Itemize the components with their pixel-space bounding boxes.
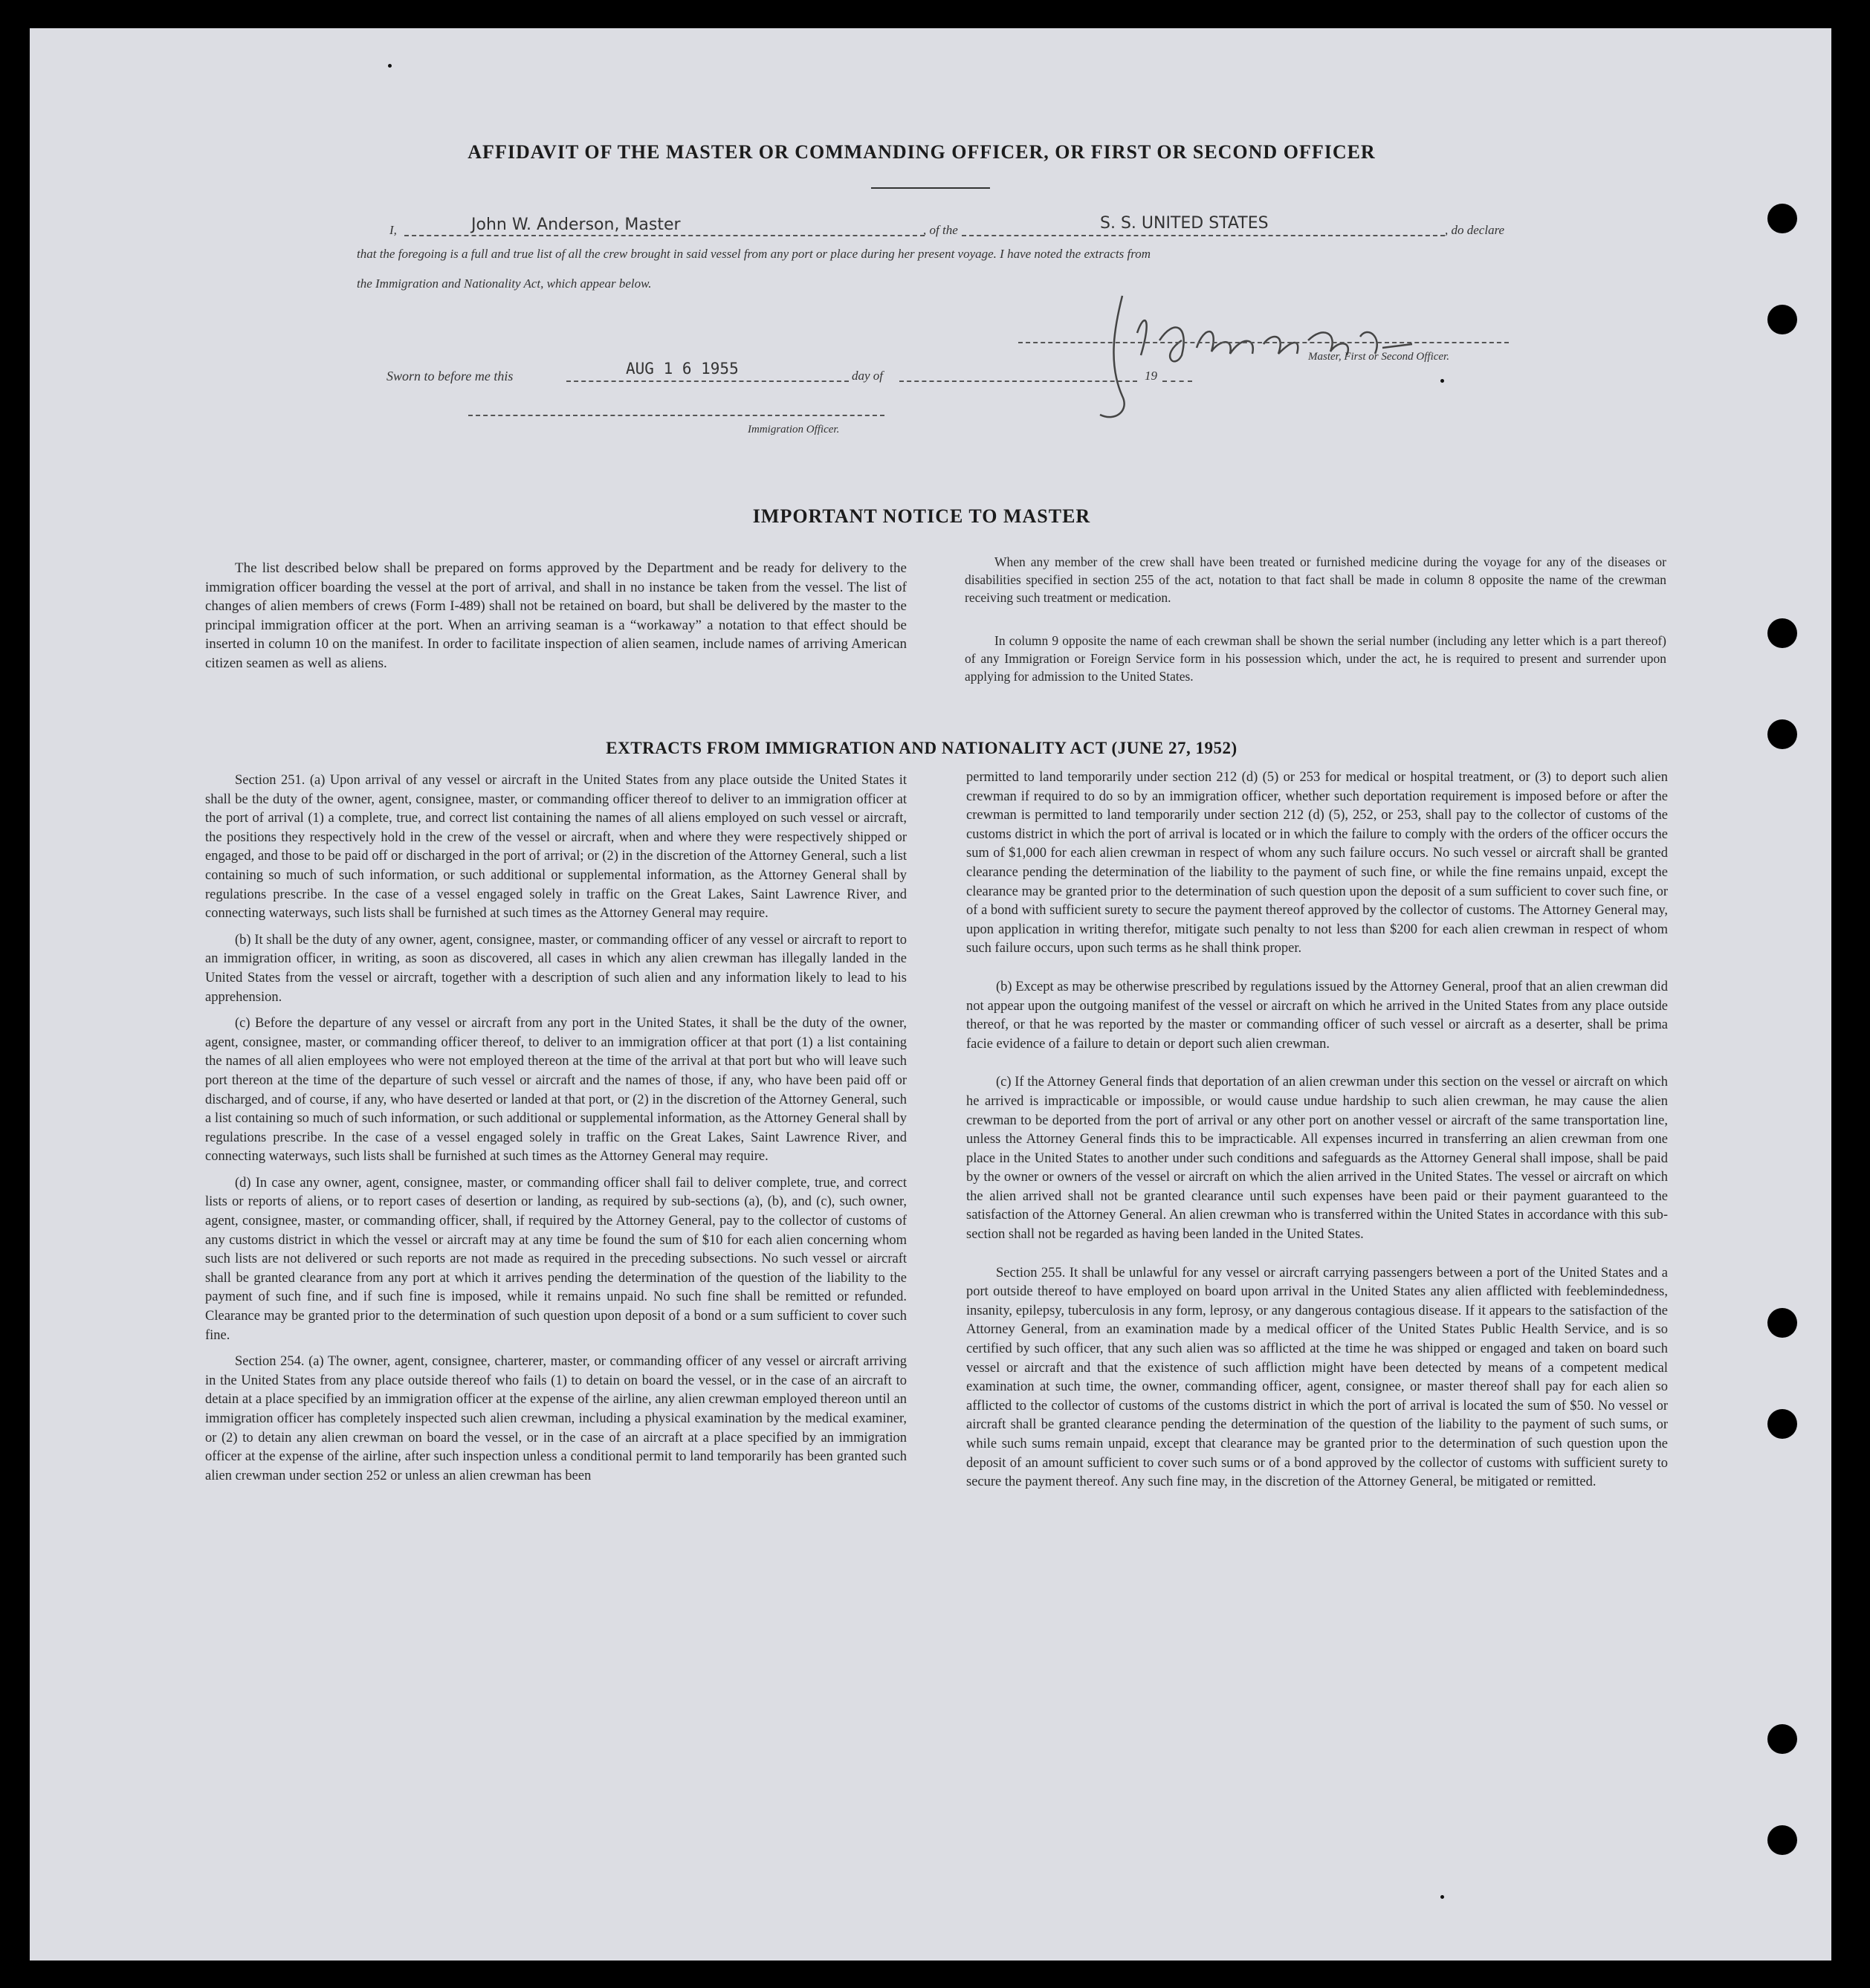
name-line: [404, 235, 925, 236]
immigration-officer-label: Immigration Officer.: [748, 424, 840, 436]
year-label: 19: [1145, 369, 1157, 383]
section-254-a: Section 254. (a) The owner, agent, consignee, charterer, master, or commanding officer of any vessel or aircraft arriving in the United States from any place outside thereof who fails (1) to detain on board the vessel, or in the case of an aircraft to detain at a place specified by an immigration officer at the expense of the airline, any alien crewman employed thereon until an immigration officer has completely inspected such alien crewman, including a physical examination by the medical examiner, or (2) to detain any alien crewman on board the vessel, or in the case of an aircraft at a place specified by an immigration officer at the expense of the airline, after such inspection unless a conditional permit to land temporarily has been granted such alien crewman under section 252 or unless an alien crewman has been: [205, 1354, 907, 1483]
notice-right-paragraph-1: When any member of the crew shall have been treated or furnished medicine during the voyage for any of the diseases or disabilities specified in section 255 of the act, notation to that fact shall be made in column 8 opposite the name of the crewman receiving such treatment or medication.: [965, 554, 1666, 605]
binder-hole: [1767, 1409, 1797, 1439]
title-rule: [871, 187, 990, 189]
name-value: John W. Anderson, Master: [471, 216, 681, 234]
year-line: [1162, 381, 1192, 382]
immigration-officer-line: [468, 415, 884, 416]
month-line: [899, 381, 1137, 382]
i-label: I,: [389, 223, 397, 237]
section-254-c: (c) If the Attorney General finds that deportation of an alien crewman under this section on the vessel or aircraft on which he arrived is impracticable or impossible, or would cause undue hardship to such alien crewman, he may cause the alien crewman to be deported from the port of arrival or any other port on another vessel or aircraft of the same transportation line, unless the Attorney General finds this to be impracticable. All expenses incurred in transferring an alien crewman from one place in the United States to another under such conditions and safeguards as the Attorney General shall impose, shall be paid by the owner or owners of the vessel or aircraft on which the alien arrived in the United States. The vessel or aircraft on which the alien arrived shall not be granted clearance until such expenses have been paid or their payment guaranteed to the satisfaction of the Attorney General. An alien crewman who is transferred within the United States in accordance with this sub-section shall not be regarded as having been landed in the United States.: [966, 1075, 1668, 1243]
binder-hole: [1767, 1308, 1797, 1338]
section-254-b: (b) Except as may be otherwise prescribed by regulations issued by the Attorney General, proof that an alien crewman did not appear upon the outgoing manifest of the vessel or aircraft on which he arrived in the United States from any place outside thereof, or that he was reported by the master or commanding officer of such vessel or aircraft as a deserter, shall be prima facie evidence of a failure to detain or deport such alien crewman.: [966, 979, 1668, 1052]
binder-hole: [1767, 204, 1797, 233]
of-the-label: , of the: [923, 223, 958, 237]
section-251-c: (c) Before the departure of any vessel or aircraft from any port in the United States, it shall be the duty of the owner, agent, consignee, master, or commanding officer thereof, to deliver to an immigration officer at that port (1) a list containing the names of all alien employees who were not employed thereon at the time of the arrival at that port but who will leave such port thereon at the time of the departure of such vessel or aircraft and the names of those, if any, who have been paid off or discharged, and of course, if any, who have deserted or landed at that port, or (2) in the discretion of the Attorney General, such a list containing so much of such information, or such additional or supplemental information, as the Attorney General shall by regulations prescribe. In the case of a vessel engaged solely in traffic on the Great Lakes, Saint Lawrence River, and connecting waterways, such lists shall be furnished at such times as the Attorney General may require.: [205, 1016, 907, 1165]
statement-line-2: the Immigration and Nationality Act, which appear below.: [357, 276, 652, 291]
vessel-value: S. S. UNITED STATES: [1100, 214, 1269, 233]
binder-hole: [1767, 1825, 1797, 1855]
binder-hole: [1767, 305, 1797, 334]
signature-line: [1018, 342, 1509, 343]
extracts-right-column: [966, 768, 1668, 1500]
affidavit-title: AFFIDAVIT OF THE MASTER OR COMMANDING OFFICER, OR FIRST OR SECOND OFFICER: [468, 141, 1376, 163]
binder-hole: [1767, 618, 1797, 648]
notice-title: IMPORTANT NOTICE TO MASTER: [752, 505, 1091, 527]
notice-right-paragraph-2: In column 9 opposite the name of each crewman shall be shown the serial number (including any letter which is a part thereof) of any Immigration or Foreign Service form in his possession which, under the act, he is required to present and surrender upon applying for admission to the United States.: [965, 633, 1666, 684]
sworn-date-value: AUG 1 6 1955: [626, 360, 739, 378]
sworn-label: Sworn to before me this: [386, 369, 514, 383]
section-251-d: (d) In case any owner, agent, consignee, master, or commanding officer shall fail to deliver complete, true, and correct lists or reports of aliens, or to report cases of desertion or landing, as required by sub-sections (a), (b), and (c), such owner, agent, consignee, master, or commanding officer, shall, if required by the Attorney General, pay to the collector of customs of any customs district in which the vessel or aircraft may at any time be found the sum of $10 for each alien concerning whom such lists are not delivered or such reports are not made as required in the preceding subsections. No such vessel or aircraft shall be granted clearance from any port at which it arrives pending the determination of the question of the liability to the payment of such fine, and if such fine is imposed, while it remains unpaid. No such fine shall be remitted or refunded. Clearance may be granted prior to the determination of such question upon deposit of a bond or a sum sufficient to cover such fine.: [205, 1175, 907, 1343]
binder-hole: [1767, 1724, 1797, 1754]
extracts-left-column: [205, 771, 907, 1493]
vessel-line: [962, 235, 1445, 236]
day-of-label: day of: [852, 369, 884, 383]
binder-hole: [1767, 719, 1797, 749]
notice-left-paragraph: The list described below shall be prepared on forms approved by the Department and be ready for delivery to the immigration officer boarding the vessel at the port of arrival, and shall in no instance be taken from the vessel. The list of changes of alien members of crews (Form I-489) shall not be retained on board, but shall be delivered by the master to the principal immigration officer at the port. When an arriving seaman is a “workaway” a notation to that effect should be inserted in column 10 on the manifest. In order to facilitate inspection of alien seamen, include names of arriving American citizen seamen as well as aliens.: [205, 560, 907, 671]
section-254-a-continued: permitted to land temporarily under section 212 (d) (5) or 253 for medical or hospital treatment, or (3) to deport such alien crewman if required to do so by an immigration officer, whether such deportation requirement is imposed before or after the crewman is permitted to land temporarily under section 212 (d) (5), 252, or 253, shall pay to the collector of customs of the customs district in which the port of arrival is located or in which the failure to comply with the orders of the officer occurs the sum of $1,000 for each alien crewman in respect of whom any such failure occurs. No such vessel or aircraft shall be granted clearance pending the determination of the liability to the payment of such fine, or while the fine remains unpaid, except the clearance may be granted prior to the determination of such question upon the deposit of a sum sufficient to cover such fine, or of a bond with sufficient surety to secure the payment thereof approved by the collector of customs. The Attorney General may, upon application in writing therefor, mitigate such penalty to not less than $200 for each alien crewman in respect of whom such failure occurs, upon such terms as he shall think proper.: [966, 770, 1668, 956]
section-251-b: (b) It shall be the duty of any owner, agent, consignee, master, or commanding officer of any vessel or aircraft to report to an immigration officer, in writing, as soon as discovered, all cases in which any alien crewman has illegally landed in the United States from the vessel or aircraft, together with a description of such alien and any information likely to lead to his apprehension.: [205, 932, 907, 1005]
speck: [1440, 379, 1444, 383]
extracts-title: EXTRACTS FROM IMMIGRATION AND NATIONALITY ACT (JUNE 27, 1952): [606, 739, 1238, 757]
sworn-date-line: [566, 381, 849, 382]
do-declare-label: , do declare: [1445, 223, 1505, 237]
signature-label: Master, First or Second Officer.: [1308, 351, 1449, 363]
statement-line-1: that the foregoing is a full and true list of all the crew brought in said vessel from any port or place during her present voyage. I have noted the extracts from: [357, 247, 1151, 261]
speck: [388, 64, 392, 68]
section-251-a: Section 251. (a) Upon arrival of any vessel or aircraft in the United States from any place outside the United States it shall be the duty of the owner, agent, consignee, master, or commanding officer thereof to deliver to an immigration officer at the port of arrival (1) a complete, true, and correct list containing the names of all aliens employed on such vessel or aircraft, the positions they respectively hold in the crew of the vessel or aircraft, when and where they were respectively shipped or engaged, and those to be paid off or discharged in the port of arrival; or (2) in the discretion of the Attorney General, such a list containing so much of such information, or such additional or supplemental information, as the Attorney General shall by regulations prescribe. In the case of a vessel engaged solely in traffic on the Great Lakes, Saint Lawrence River, and connecting waterways, such lists shall be furnished at such times as the Attorney General may require.: [205, 773, 907, 922]
section-255: Section 255. It shall be unlawful for any vessel or aircraft carrying passengers between a port of the United States and a port outside thereof to have employed on board upon arrival in the United States any alien afflicted with feeblemindedness, insanity, epilepsy, tuberculosis in any form, leprosy, or any dangerous contagious disease. If it appears to the satisfaction of the Attorney General, from an examination made by a medical officer of the United States Public Health Service, and is so certified by such officer, that any such alien was so afflicted at the time he was shipped or engaged and taken on board such vessel or aircraft and that the existence of such affliction might have been detected by means of a competent medical examination at such time, the owner, commanding officer, agent, consignee, or master thereof shall pay for each alien so afflicted to the collector of customs of the customs district in which the port of arrival is located the sum of $50. No vessel or aircraft shall be granted clearance pending the determination of the question of the liability to the payment of such sums, or while such sums remain unpaid, except that clearance may be granted prior to the determination of such question upon the deposit of an amount sufficient to cover such sums or of a bond approved by the collector of customs with sufficient surety to secure the payment thereof. Any such fine may, in the discretion of the Attorney General, be mitigated or remitted.: [966, 1265, 1668, 1490]
officer-signature: [1070, 266, 1420, 430]
speck: [1440, 1895, 1444, 1899]
document-page: [30, 28, 1831, 1961]
